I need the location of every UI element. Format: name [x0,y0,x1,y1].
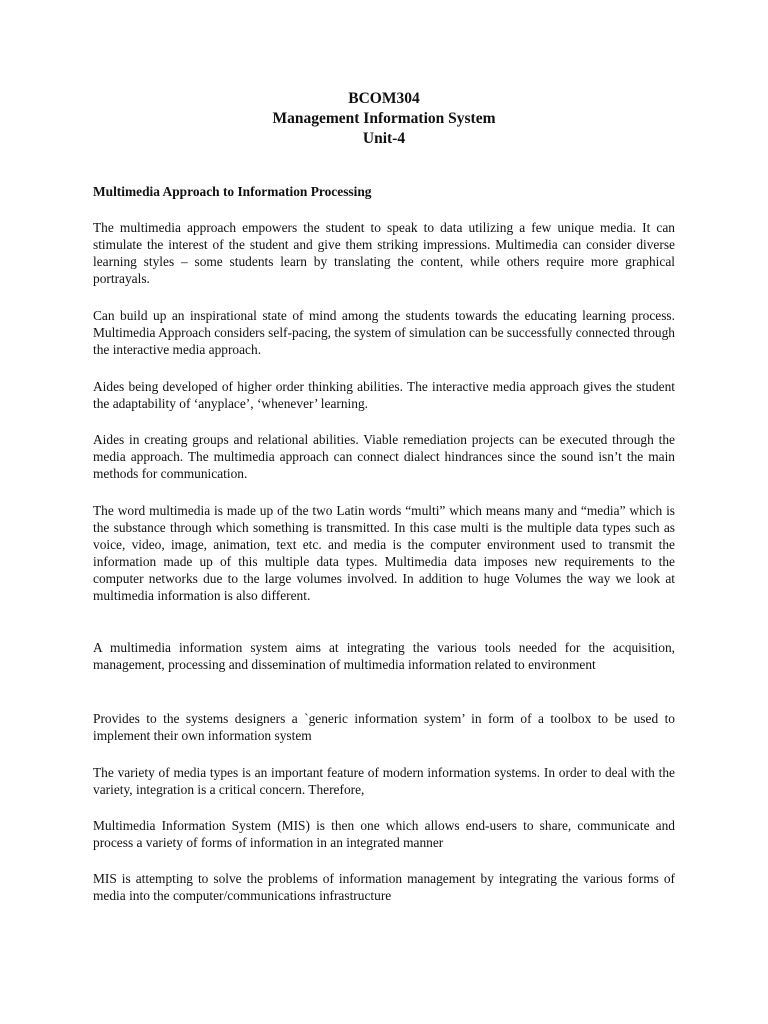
paragraph: Aides being developed of higher order thinking abilities. The interactive media approach gives the student the adaptability of ‘anyplace’, ‘whenever’ learning. [93,379,675,411]
paragraph: MIS is attempting to solve the problems of information management by integrating the various forms of media into the computer/communications infrastructure [93,871,675,903]
course-title: Management Information System [272,110,496,127]
document-header [93,89,675,149]
paragraph: Aides in creating groups and relational abilities. Viable remediation projects can be executed through the media approach. The multimedia approach can connect dialect hindrances since the sound isn’t the main methods for communication. [93,432,675,481]
paragraph: The variety of media types is an important feature of modern information systems. In order to deal with the variety, integration is a critical concern. Therefore, [93,765,675,797]
paragraph: A multimedia information system aims at integrating the various tools needed for the acquisition, management, processing and dissemination of multimedia information related to environment [93,640,675,672]
paragraph: The multimedia approach empowers the student to speak to data utilizing a few unique media. It can stimulate the interest of the student and give them striking impressions. Multimedia can consider diverse learning styles – some students learn by translating the content, while others require more graphical portrayals. [93,220,675,286]
paragraph: Multimedia Information System (MIS) is then one which allows end-users to share, communicate and process a variety of forms of information in an integrated manner [93,818,675,850]
paragraph: Provides to the systems designers a `generic information system’ in form of a toolbox to be used to implement their own information system [93,711,675,743]
paragraph: The word multimedia is made up of the two Latin words “multi” which means many and “media” which is the substance through which something is transmitted. In this case multi is the multiple data types such as voice, video, image, animation, text etc. and media is the computer environment used to transmit the information made up of this multiple data types. Multimedia data imposes new requirements to the computer networks due to the large volumes involved. In addition to huge Volumes the way we look at multimedia information is also different. [93,503,675,603]
section-title: Multimedia Approach to Information Processing [93,184,372,199]
paragraph: Can build up an inspirational state of mind among the students towards the educating learning process. Multimedia Approach considers self-pacing, the system of simulation can be successfully connected through the interactive media approach. [93,308,675,357]
course-code: BCOM304 [348,90,420,107]
document-page [93,89,675,903]
unit-label: Unit-4 [362,130,406,147]
